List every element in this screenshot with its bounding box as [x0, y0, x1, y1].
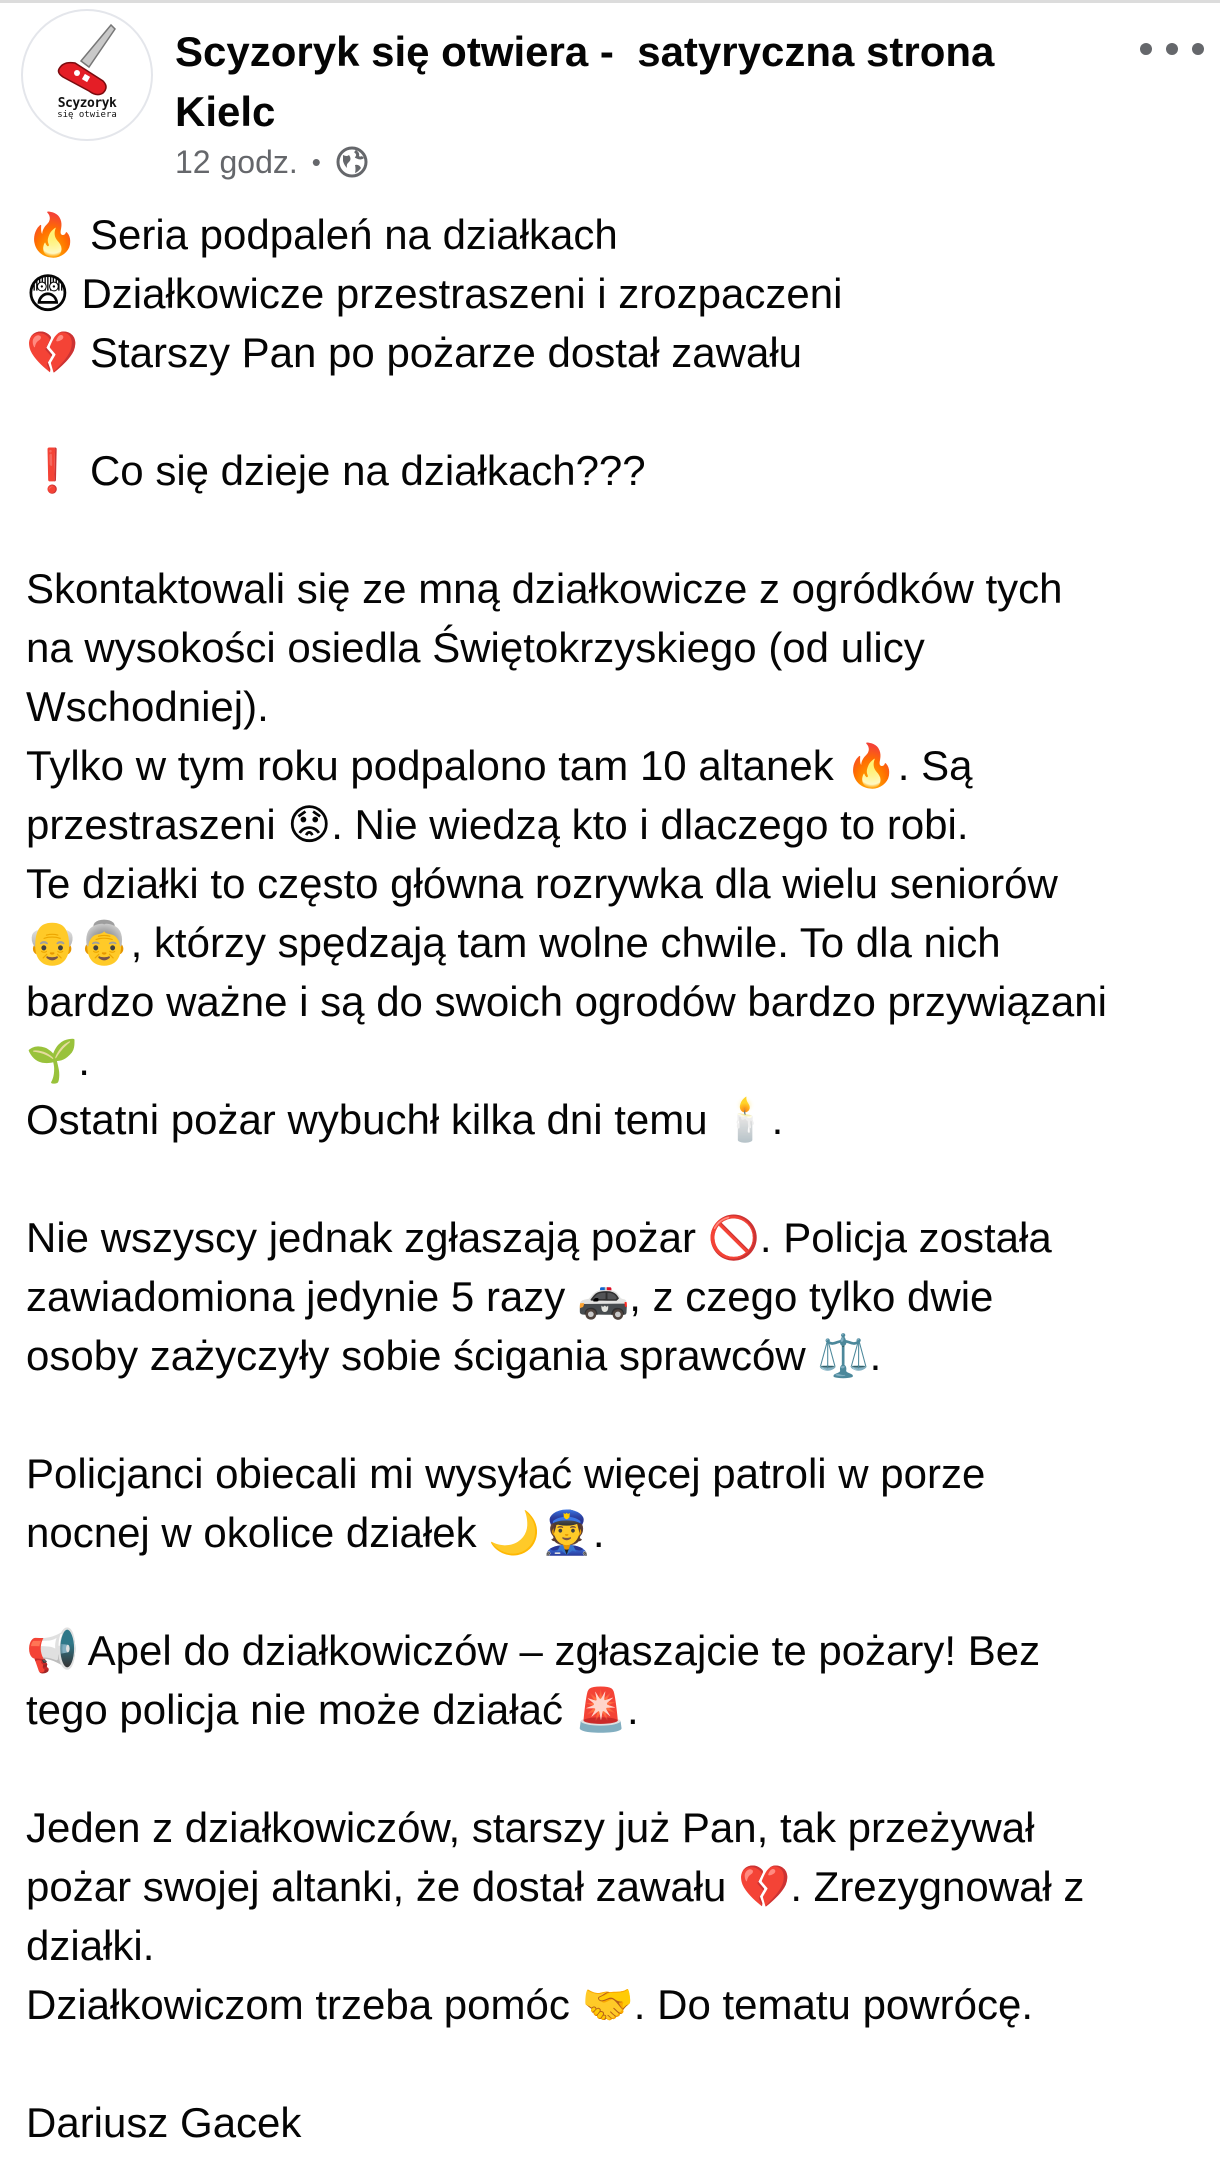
- post-text-line: Jeden z działkowiczów, starszy już Pan, tak przeżywał: [26, 1804, 1035, 1851]
- post-text-line: zawiadomiona jedynie 5 razy 🚓, z czego tylko dwie: [26, 1273, 994, 1320]
- meta-separator: •: [311, 146, 321, 177]
- post-text-line: Te działki to często główna rozrywka dla wielu seniorów: [26, 860, 1058, 907]
- blank-line: [26, 382, 1216, 441]
- penknife-logo-icon: [23, 11, 153, 141]
- post-meta: [175, 140, 369, 184]
- post-text-line: 🌱.: [26, 1037, 90, 1084]
- post-text-line: pożar swojej altanki, że dostał zawału 💔. Zrezygnował z: [26, 1863, 1085, 1910]
- more-dot-icon: [1192, 43, 1204, 55]
- post-text-line: Nie wszyscy jednak zgłaszają pożar 🚫. Policja została: [26, 1214, 1052, 1261]
- post-text-line: 👴👵, którzy spędzają tam wolne chwile. To dla nich: [26, 919, 1001, 966]
- post-header: [0, 0, 1220, 190]
- page-avatar[interactable]: [21, 9, 153, 141]
- blank-line: [26, 1739, 1216, 1798]
- post-text-line: Tylko w tym roku podpalono tam 10 altanek 🔥. Są: [26, 742, 973, 789]
- page-name-link[interactable]: Scyzoryk się otwiera - satyryczna strona Kielc: [175, 28, 1007, 135]
- blank-line: [26, 1385, 1216, 1444]
- post-text-line: Wschodniej).: [26, 683, 269, 730]
- post-text-line: 🔥 Seria podpaleń na działkach: [26, 211, 618, 258]
- post-text-line: Policjanci obiecali mi wysyłać więcej patroli w porze: [26, 1450, 986, 1497]
- blank-line: [26, 500, 1216, 559]
- post-text-line: osoby zażyczyły sobie ścigania sprawców ⚖️.: [26, 1332, 882, 1379]
- more-dot-icon: [1166, 43, 1178, 55]
- post-text-line: bardzo ważne i są do swoich ogrodów bardzo przywiązani: [26, 978, 1107, 1025]
- post-text-line: ❗ Co się dzieje na działkach???: [26, 447, 646, 494]
- blank-line: [26, 2034, 1216, 2093]
- post-text-line: 😨 Działkowicze przestraszeni i zrozpaczeni: [26, 270, 843, 317]
- post-text-line: Ostatni pożar wybuchł kilka dni temu 🕯️.: [26, 1096, 784, 1143]
- post-text-line: 💔 Starszy Pan po pożarze dostał zawału: [26, 329, 803, 376]
- blank-line: [26, 1562, 1216, 1621]
- post-text-line: Działkowiczom trzeba pomóc 🤝. Do tematu powrócę.: [26, 1981, 1033, 2028]
- post-text-line: przestraszeni 😟. Nie wiedzą kto i dlaczego to robi.: [26, 801, 969, 848]
- post-time[interactable]: 12 godz.: [175, 143, 298, 180]
- post-text-line: Dariusz Gacek: [26, 2099, 302, 2146]
- globe-icon: [335, 145, 369, 179]
- post-text-line: Skontaktowali się ze mną działkowicze z ogródków tych: [26, 565, 1063, 612]
- avatar-logo-subtext: się otwiera: [57, 110, 117, 120]
- more-dot-icon: [1140, 43, 1152, 55]
- post-text-line: tego policja nie może działać 🚨.: [26, 1686, 639, 1733]
- post-text-line: działki.: [26, 1922, 155, 1969]
- avatar-logo-text: Scyzoryk: [57, 96, 117, 111]
- post-body-text: [26, 205, 1216, 2152]
- post-text-line: na wysokości osiedla Świętokrzyskiego (od ulicy: [26, 624, 925, 671]
- post-text-line: nocnej w okolice działek 🌙👮.: [26, 1509, 605, 1556]
- more-options-button[interactable]: [1140, 24, 1204, 74]
- blank-line: [26, 1149, 1216, 1208]
- post-text-line: 📢 Apel do działkowiczów – zgłaszajcie te pożary! Bez: [26, 1627, 1041, 1674]
